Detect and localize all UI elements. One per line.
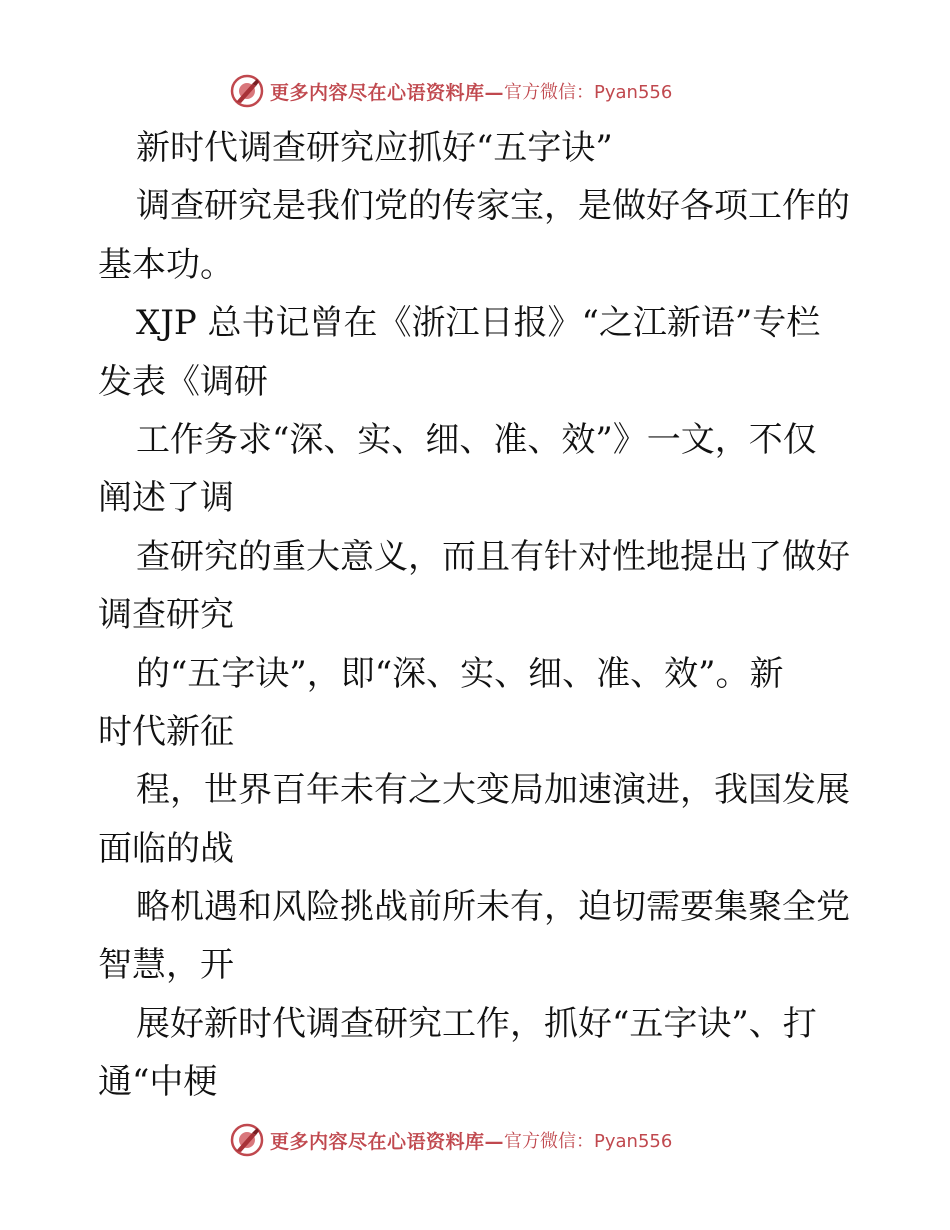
pen-logo-icon (230, 74, 264, 108)
document-body (98, 119, 858, 1112)
text-line: 工作务求“深、实、细、准、效”》一文，不仅 (136, 419, 817, 460)
text-line: XJP 总书记曾在《浙江日报》“之江新语”专栏 (136, 303, 821, 344)
watermark-wechat: 官方微信：Pyan556 (504, 1131, 673, 1152)
text-line: 展好新时代调查研究工作，抓好“五字诀”、打 (136, 1003, 817, 1044)
watermark-text: 更多内容尽在心语资料库— (270, 81, 505, 104)
watermark-wechat: 官方微信：Pyan556 (504, 82, 673, 103)
text-line: 调查研究 (98, 595, 234, 636)
text-line: 略机遇和风险挑战前所未有，迫切需要集聚全党 (136, 887, 850, 928)
text-line: 查研究的重大意义，而且有针对性地提出了做好 (136, 536, 850, 577)
text-line: 的“五字诀”，即“深、实、细、准、效”。新 (136, 653, 784, 694)
text-line: 智慧，开 (98, 945, 234, 986)
pen-logo-icon (230, 1123, 264, 1157)
text-line: 发表《调研 (98, 361, 268, 402)
watermark-text: 更多内容尽在心语资料库— (270, 1130, 505, 1153)
text-line: 通“中梗 (98, 1062, 218, 1103)
text-line: 新时代调查研究应抓好“五字诀” (136, 128, 613, 168)
text-line: 基本功。 (98, 244, 234, 285)
watermark-banner-top (230, 71, 750, 111)
text-line: 时代新征 (98, 711, 234, 752)
text-line: 阐述了调 (98, 478, 234, 519)
text-line: 程，世界百年未有之大变局加速演进，我国发展 (136, 770, 850, 811)
text-line: 面临的战 (98, 828, 234, 869)
text-line: 调查研究是我们党的传家宝，是做好各项工作的 (136, 186, 850, 227)
watermark-banner-bottom (230, 1120, 750, 1160)
